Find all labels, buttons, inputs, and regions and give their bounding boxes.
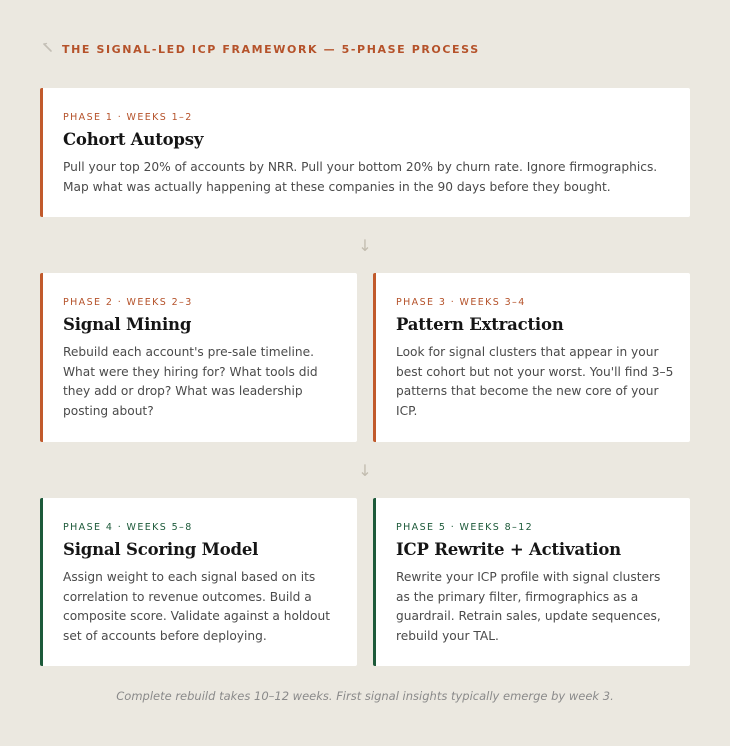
phase-card-3 — [373, 273, 690, 442]
footer-note: Complete rebuild takes 10–12 weeks. First signal insights typically emerge by week 3. — [116, 689, 614, 703]
phase-label: PHASE 5 · WEEKS 8–12 — [396, 522, 534, 533]
phase-title: Pattern Extraction — [396, 315, 564, 334]
phase-title: Signal Scoring Model — [63, 540, 259, 559]
phase-description: Rebuild each account's pre-sale timeline. What were they hiring for? What tools did they add or drop? What was leadership posting about? — [63, 345, 318, 418]
page-title: THE SIGNAL-LED ICP FRAMEWORK — 5-PHASE PROCESS — [62, 42, 480, 56]
arrow-down-icon: ↓ — [358, 461, 372, 480]
arrow-down-icon: ↓ — [358, 236, 372, 255]
phase-card-2 — [40, 273, 357, 442]
phase-title: Signal Mining — [63, 315, 192, 334]
phase-title: Cohort Autopsy — [63, 130, 204, 149]
phase-label: PHASE 2 · WEEKS 2–3 — [63, 297, 193, 308]
phase-card-5 — [373, 498, 690, 666]
framework-header — [42, 42, 480, 56]
phase-description: Rewrite your ICP profile with signal clusters as the primary filter, firmographics as a guardrail. Retrain sales, update sequences, rebuild your TAL. — [396, 570, 661, 643]
pin-icon — [42, 42, 54, 56]
phase-label: PHASE 3 · WEEKS 3–4 — [396, 297, 526, 308]
phase-card-1 — [40, 88, 690, 217]
phase-description: Look for signal clusters that appear in your best cohort but not your worst. You'll find 3–5 patterns that become the new core of your ICP. — [396, 345, 674, 418]
phase-label: PHASE 4 · WEEKS 5–8 — [63, 522, 193, 533]
phase-card-4 — [40, 498, 357, 666]
phase-description: Assign weight to each signal based on its correlation to revenue outcomes. Build a composite score. Validate against a holdout set of accounts before deploying. — [63, 570, 330, 643]
phase-description: Pull your top 20% of accounts by NRR. Pull your bottom 20% by churn rate. Ignore firmographics. Map what was actually happening at these companies in the 90 days before they bought. — [63, 160, 658, 194]
phase-label: PHASE 1 · WEEKS 1–2 — [63, 112, 193, 123]
phase-title: ICP Rewrite + Activation — [396, 540, 621, 559]
